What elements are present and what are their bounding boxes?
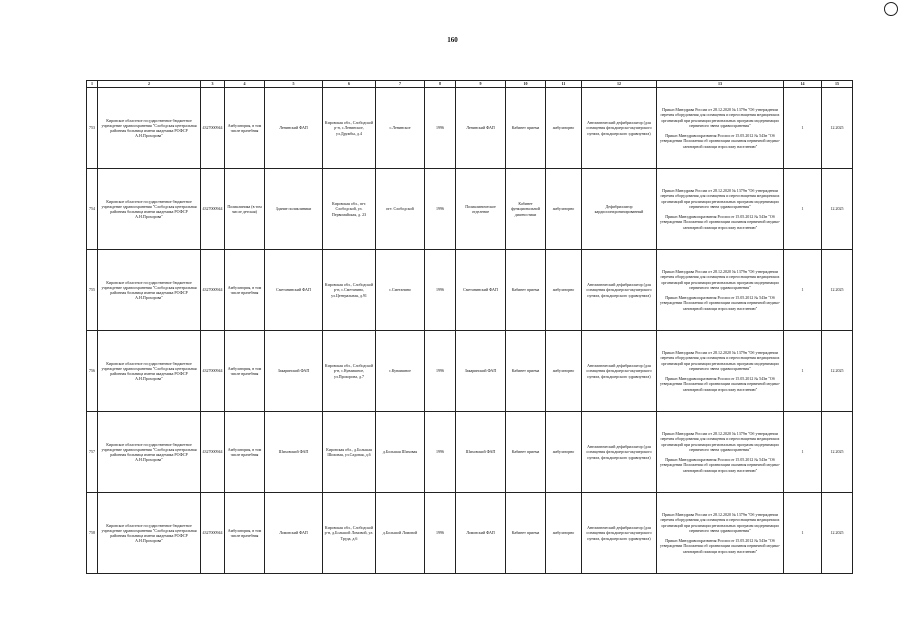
column-header: 14 — [784, 81, 822, 88]
build-year: 1996 — [425, 412, 456, 493]
page-number: 160 — [447, 36, 458, 44]
care-form: амбулаторно — [546, 88, 582, 169]
inn-code: 4327000944 — [201, 412, 225, 493]
column-header: 4 — [225, 81, 265, 88]
row-number: 757 — [87, 412, 98, 493]
header-row — [87, 81, 853, 88]
table-row — [87, 169, 853, 250]
unit-address: Кировская обл., пгт. Слободской, ул. Первомайская, д. 23 — [323, 169, 376, 250]
quantity: 1 — [784, 493, 822, 574]
facility-type: Амбулатория, в том числе врачебная — [225, 331, 265, 412]
subunit-name: Ломовский ФАП — [456, 493, 506, 574]
column-header: 15 — [822, 81, 853, 88]
organization-name: Кировское областное государственное бюджетное учреждение здравоохранения "Слободская центральная районная больница имени академика РОФСР А.Н.Прохорова" — [98, 88, 201, 169]
column-header: 6 — [323, 81, 376, 88]
build-year: 1996 — [425, 169, 456, 250]
legal-basis — [657, 493, 784, 574]
deadline-date: 12.2025 — [822, 412, 853, 493]
equipment-name: Автоматический дефибриллятор (для оснащения фельдшерско-акушерского пункта, фельдшерского здравпункта) — [582, 88, 657, 169]
settlement-name: д.Большая Шиховая — [376, 412, 425, 493]
facility-type: Амбулатория, в том числе врачебная — [225, 493, 265, 574]
legal-basis — [657, 250, 784, 331]
legal-basis-order-2: Приказ Минздравсоцразвития России от 15.05.2012 № 543н "Об утверждении Положения об организации оказания первичной медико-санитарной помощи взрослому населению" — [659, 376, 781, 392]
legal-basis-order-2: Приказ Минздравсоцразвития России от 15.05.2012 № 543н "Об утверждении Положения об организации оказания первичной медико-санитарной помощи взрослому населению" — [659, 457, 781, 473]
unit-name: Ломовский ФАП — [265, 493, 323, 574]
settlement-name: д.Большой Ломовой — [376, 493, 425, 574]
organization-name: Кировское областное государственное бюджетное учреждение здравоохранения "Слободская центральная районная больница имени академика РОФСР А.Н.Прохорова" — [98, 331, 201, 412]
inn-code: 4327000944 — [201, 250, 225, 331]
deadline-date: 12.2025 — [822, 169, 853, 250]
inn-code: 4327000944 — [201, 331, 225, 412]
row-number: 756 — [87, 331, 98, 412]
organization-name: Кировское областное государственное бюджетное учреждение здравоохранения "Слободская центральная районная больница имени академика РОФСР А.Н.Прохорова" — [98, 493, 201, 574]
column-header: 13 — [657, 81, 784, 88]
care-form: амбулаторно — [546, 493, 582, 574]
legal-basis — [657, 412, 784, 493]
quantity: 1 — [784, 250, 822, 331]
equipment-name: Автоматический дефибриллятор (для оснащения фельдшерско-акушерского пункта, фельдшерского здравпункта) — [582, 412, 657, 493]
subunit-name: Сметанинский ФАП — [456, 250, 506, 331]
row-number: 753 — [87, 88, 98, 169]
inn-code: 4327000944 — [201, 88, 225, 169]
column-header: 10 — [506, 81, 546, 88]
care-form: амбулаторно — [546, 250, 582, 331]
legal-basis — [657, 331, 784, 412]
cabinet-name: Кабинет приема — [506, 412, 546, 493]
build-year: 1996 — [425, 250, 456, 331]
table-row — [87, 88, 853, 169]
deadline-date: 12.2025 — [822, 88, 853, 169]
table-row — [87, 412, 853, 493]
equipment-name: Автоматический дефибриллятор (для оснащения фельдшерско-акушерского пункта, фельдшерского здравпункта) — [582, 331, 657, 412]
scan-corner-mark — [884, 2, 898, 16]
deadline-date: 12.2025 — [822, 331, 853, 412]
deadline-date: 12.2025 — [822, 250, 853, 331]
column-header: 3 — [201, 81, 225, 88]
column-header: 8 — [425, 81, 456, 88]
cabinet-name: Кабинет приема — [506, 331, 546, 412]
subunit-name: Поликлиническое отделение — [456, 169, 506, 250]
equipment-table — [86, 80, 853, 574]
legal-basis-order-1: Приказ Минздрава России от 28.12.2020 № 1379н "Об утверждении перечня оборудования для оснащения и переоснащения медицинских организаций при реализации региональных программ модернизации первичного звена здравоохранения" — [660, 512, 780, 533]
column-header: 9 — [456, 81, 506, 88]
unit-address: Кировская обл., д.Большая Шиховая, ул.Садовая, д.6 — [323, 412, 376, 493]
care-form: амбулаторно — [546, 169, 582, 250]
table-row — [87, 331, 853, 412]
facility-type: Поликлиника (в том числе детская) — [225, 169, 265, 250]
equipment-name: Дефибриллятор кардиосинхронизированный — [582, 169, 657, 250]
column-header: 12 — [582, 81, 657, 88]
organization-name: Кировское областное государственное бюджетное учреждение здравоохранения "Слободская центральная районная больница имени академика РОФСР А.Н.Прохорова" — [98, 412, 201, 493]
quantity: 1 — [784, 412, 822, 493]
settlement-name: пгт. Слободской — [376, 169, 425, 250]
quantity: 1 — [784, 169, 822, 250]
unit-name: Закаринский ФАП — [265, 331, 323, 412]
legal-basis — [657, 169, 784, 250]
facility-type: Амбулатория, в том числе врачебная — [225, 412, 265, 493]
column-header: 7 — [376, 81, 425, 88]
unit-address: Кировская обл., Слободской р-н, д.Большой Ломовой, ул. Труда, д.6 — [323, 493, 376, 574]
legal-basis-order-2: Приказ Минздравсоцразвития России от 15.05.2012 № 543н "Об утверждении Положения об организации оказания первичной медико-санитарной помощи взрослому населению" — [659, 538, 781, 554]
settlement-name: с.Сметанино — [376, 250, 425, 331]
equipment-name: Автоматический дефибриллятор (для оснащения фельдшерско-акушерского пункта, фельдшерского здравпункта) — [582, 493, 657, 574]
unit-address: Кировская обл., Слободской р-н, с.Куваишное, ул.Прохорова, д.7 — [323, 331, 376, 412]
settlement-name: с.Ленинское — [376, 88, 425, 169]
table-row — [87, 250, 853, 331]
legal-basis-order-1: Приказ Минздрава России от 28.12.2020 № 1379н "Об утверждении перечня оборудования для оснащения и переоснащения медицинских организаций при реализации региональных программ модернизации первичного звена здравоохранения" — [660, 107, 780, 128]
legal-basis-order-2: Приказ Минздравсоцразвития России от 15.05.2012 № 543н "Об утверждении Положения об организации оказания первичной медико-санитарной помощи взрослому населению" — [659, 214, 781, 230]
unit-name: Ленинский ФАП — [265, 88, 323, 169]
quantity: 1 — [784, 331, 822, 412]
organization-name: Кировское областное государственное бюджетное учреждение здравоохранения "Слободская центральная районная больница имени академика РОФСР А.Н.Прохорова" — [98, 250, 201, 331]
subunit-name: Закаринский ФАП — [456, 331, 506, 412]
legal-basis-order-1: Приказ Минздрава России от 28.12.2020 № 1379н "Об утверждении перечня оборудования для оснащения и переоснащения медицинских организаций при реализации региональных программ модернизации первичного звена здравоохранения" — [660, 350, 780, 371]
subunit-name: Шиховский ФАП — [456, 412, 506, 493]
unit-address: Кировская обл., Слободской р-н, с.Ленинское, ул.Дружбы, д.4 — [323, 88, 376, 169]
unit-name: Сметанинский ФАП — [265, 250, 323, 331]
build-year: 1996 — [425, 493, 456, 574]
cabinet-name: Кабинет приема — [506, 493, 546, 574]
column-header: 5 — [265, 81, 323, 88]
legal-basis-order-2: Приказ Минздравсоцразвития России от 15.05.2012 № 543н "Об утверждении Положения об организации оказания первичной медико-санитарной помощи взрослому населению" — [659, 295, 781, 311]
legal-basis — [657, 88, 784, 169]
legal-basis-order-1: Приказ Минздрава России от 28.12.2020 № 1379н "Об утверждении перечня оборудования для оснащения и переоснащения медицинских организаций при реализации региональных программ модернизации первичного звена здравоохранения" — [660, 188, 780, 209]
inn-code: 4327000944 — [201, 493, 225, 574]
column-header: 1 — [87, 81, 98, 88]
legal-basis-order-1: Приказ Минздрава России от 28.12.2020 № 1379н "Об утверждении перечня оборудования для оснащения и переоснащения медицинских организаций при реализации региональных программ модернизации первичного звена здравоохранения" — [660, 431, 780, 452]
unit-name: Шиховский ФАП — [265, 412, 323, 493]
organization-name: Кировское областное государственное бюджетное учреждение здравоохранения "Слободская центральная районная больница имени академика РОФСР А.Н.Прохорова" — [98, 169, 201, 250]
column-header: 11 — [546, 81, 582, 88]
legal-basis-order-1: Приказ Минздрава России от 28.12.2020 № 1379н "Об утверждении перечня оборудования для оснащения и переоснащения медицинских организаций при реализации региональных программ модернизации первичного звена здравоохранения" — [660, 269, 780, 290]
unit-address: Кировская обл., Слободской р-н, с.Сметанино, ул.Центральная, д.91 — [323, 250, 376, 331]
care-form: амбулаторно — [546, 331, 582, 412]
facility-type: Амбулатория, в том числе врачебная — [225, 250, 265, 331]
build-year: 1996 — [425, 331, 456, 412]
care-form: амбулаторно — [546, 412, 582, 493]
build-year: 1996 — [425, 88, 456, 169]
quantity: 1 — [784, 88, 822, 169]
subunit-name: Ленинский ФАП — [456, 88, 506, 169]
equipment-name: Автоматический дефибриллятор (для оснащения фельдшерско-акушерского пункта, фельдшерского здравпункта) — [582, 250, 657, 331]
settlement-name: с.Куваишное — [376, 331, 425, 412]
column-header: 2 — [98, 81, 201, 88]
inn-code: 4327000944 — [201, 169, 225, 250]
row-number: 758 — [87, 493, 98, 574]
deadline-date: 12.2025 — [822, 493, 853, 574]
legal-basis-order-2: Приказ Минздравсоцразвития России от 15.05.2012 № 543н "Об утверждении Положения об организации оказания первичной медико-санитарной помощи взрослому населению" — [659, 133, 781, 149]
cabinet-name: Кабинет функциональной диагностики — [506, 169, 546, 250]
table-row — [87, 493, 853, 574]
row-number: 754 — [87, 169, 98, 250]
cabinet-name: Кабинет приема — [506, 88, 546, 169]
facility-type: Амбулатория, в том числе врачебная — [225, 88, 265, 169]
cabinet-name: Кабинет приема — [506, 250, 546, 331]
row-number: 755 — [87, 250, 98, 331]
unit-name: Здание поликлиники — [265, 169, 323, 250]
